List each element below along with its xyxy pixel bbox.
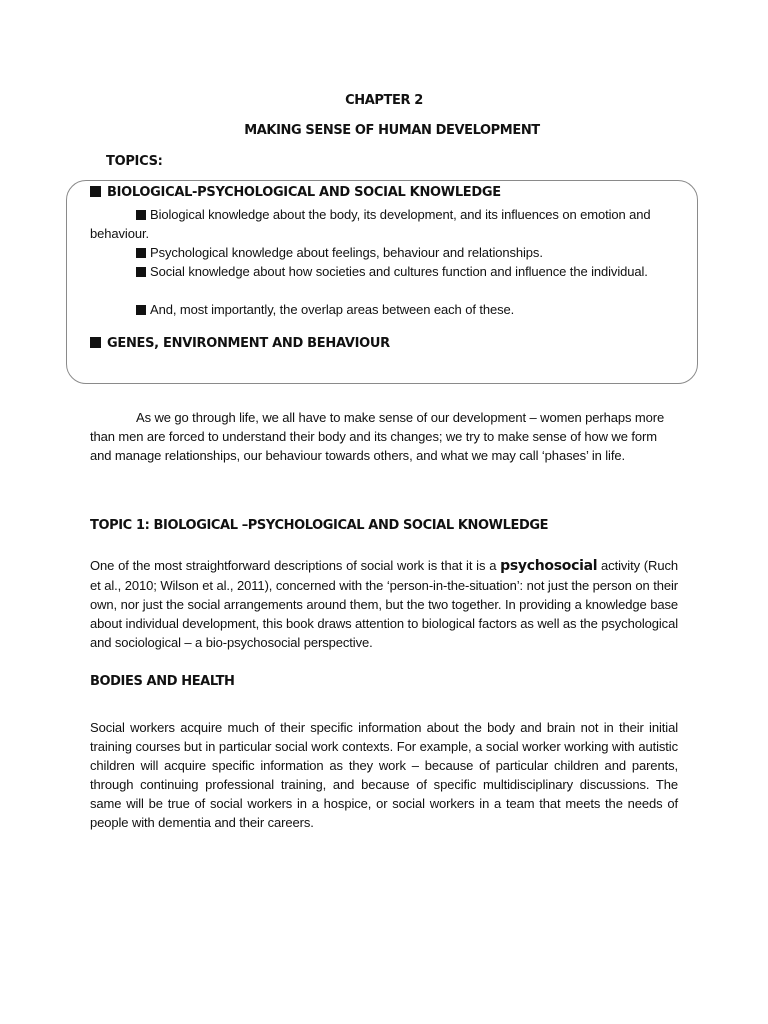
topic-item: And, most importantly, the overlap areas between each of these. xyxy=(90,300,678,319)
topic-item: Psychological knowledge about feelings, behaviour and relationships. xyxy=(90,243,678,262)
psychosocial-emphasis: psychosocial xyxy=(500,558,598,574)
topic-item: Social knowledge about how societies and cultures function and influence the individual. xyxy=(90,262,678,281)
square-bullet-icon xyxy=(136,248,146,258)
intro-paragraph: As we go through life, we all have to make sense of our development – women perhaps more than men are forced to understand their body and its changes; we try to make sense of how we form and manage relationships, our behaviour towards others, and what we may call ‘phases’ in life. xyxy=(90,410,665,463)
bodies-heading: BODIES AND HEALTH xyxy=(90,674,235,689)
topic-item: Biological knowledge about the body, its development, and its influences on emotion and behaviour. xyxy=(90,207,651,241)
topic-section-2-heading: GENES, ENVIRONMENT AND BEHAVIOUR xyxy=(90,336,390,351)
square-bullet-icon xyxy=(136,210,146,220)
bodies-paragraph: Social workers acquire much of their specific information about the body and brain not in their initial training courses but in particular social work contexts. For example, a social worker working with autistic children will acquire specific information as they work – because of particular children and parents, through continuing professional training, and because of specific multidisciplinary discussions. The same will be true of social workers in a hospice, or social workers in a team that meets the needs of people with dementia and their careers. xyxy=(90,720,678,830)
square-bullet-icon xyxy=(136,267,146,277)
topic-section-1-heading: BIOLOGICAL-PSYCHOLOGICAL AND SOCIAL KNOWLEDGE xyxy=(90,185,501,200)
square-bullet-icon xyxy=(136,305,146,315)
topics-label: TOPICS: xyxy=(106,154,163,169)
chapter-number: CHAPTER 2 xyxy=(345,93,423,108)
topic-1-heading: TOPIC 1: BIOLOGICAL –PSYCHOLOGICAL AND SOCIAL KNOWLEDGE xyxy=(90,518,549,533)
topic-1-paragraph: One of the most straightforward descriptions of social work is that it is a psychosocial activity (Ruch et al., 2010; Wilson et al., 2011), concerned with the ‘person-in-the-situation’: not just the person on their own, nor just the social arrangements around them, but the two together. In providing a knowledge base about individual development, this book draws attention to biological factors as well as the psychological and sociological – a bio-psychosocial perspective. xyxy=(90,558,678,650)
chapter-title: MAKING SENSE OF HUMAN DEVELOPMENT xyxy=(244,123,540,138)
square-bullet-icon xyxy=(90,186,101,197)
square-bullet-icon xyxy=(90,337,101,348)
